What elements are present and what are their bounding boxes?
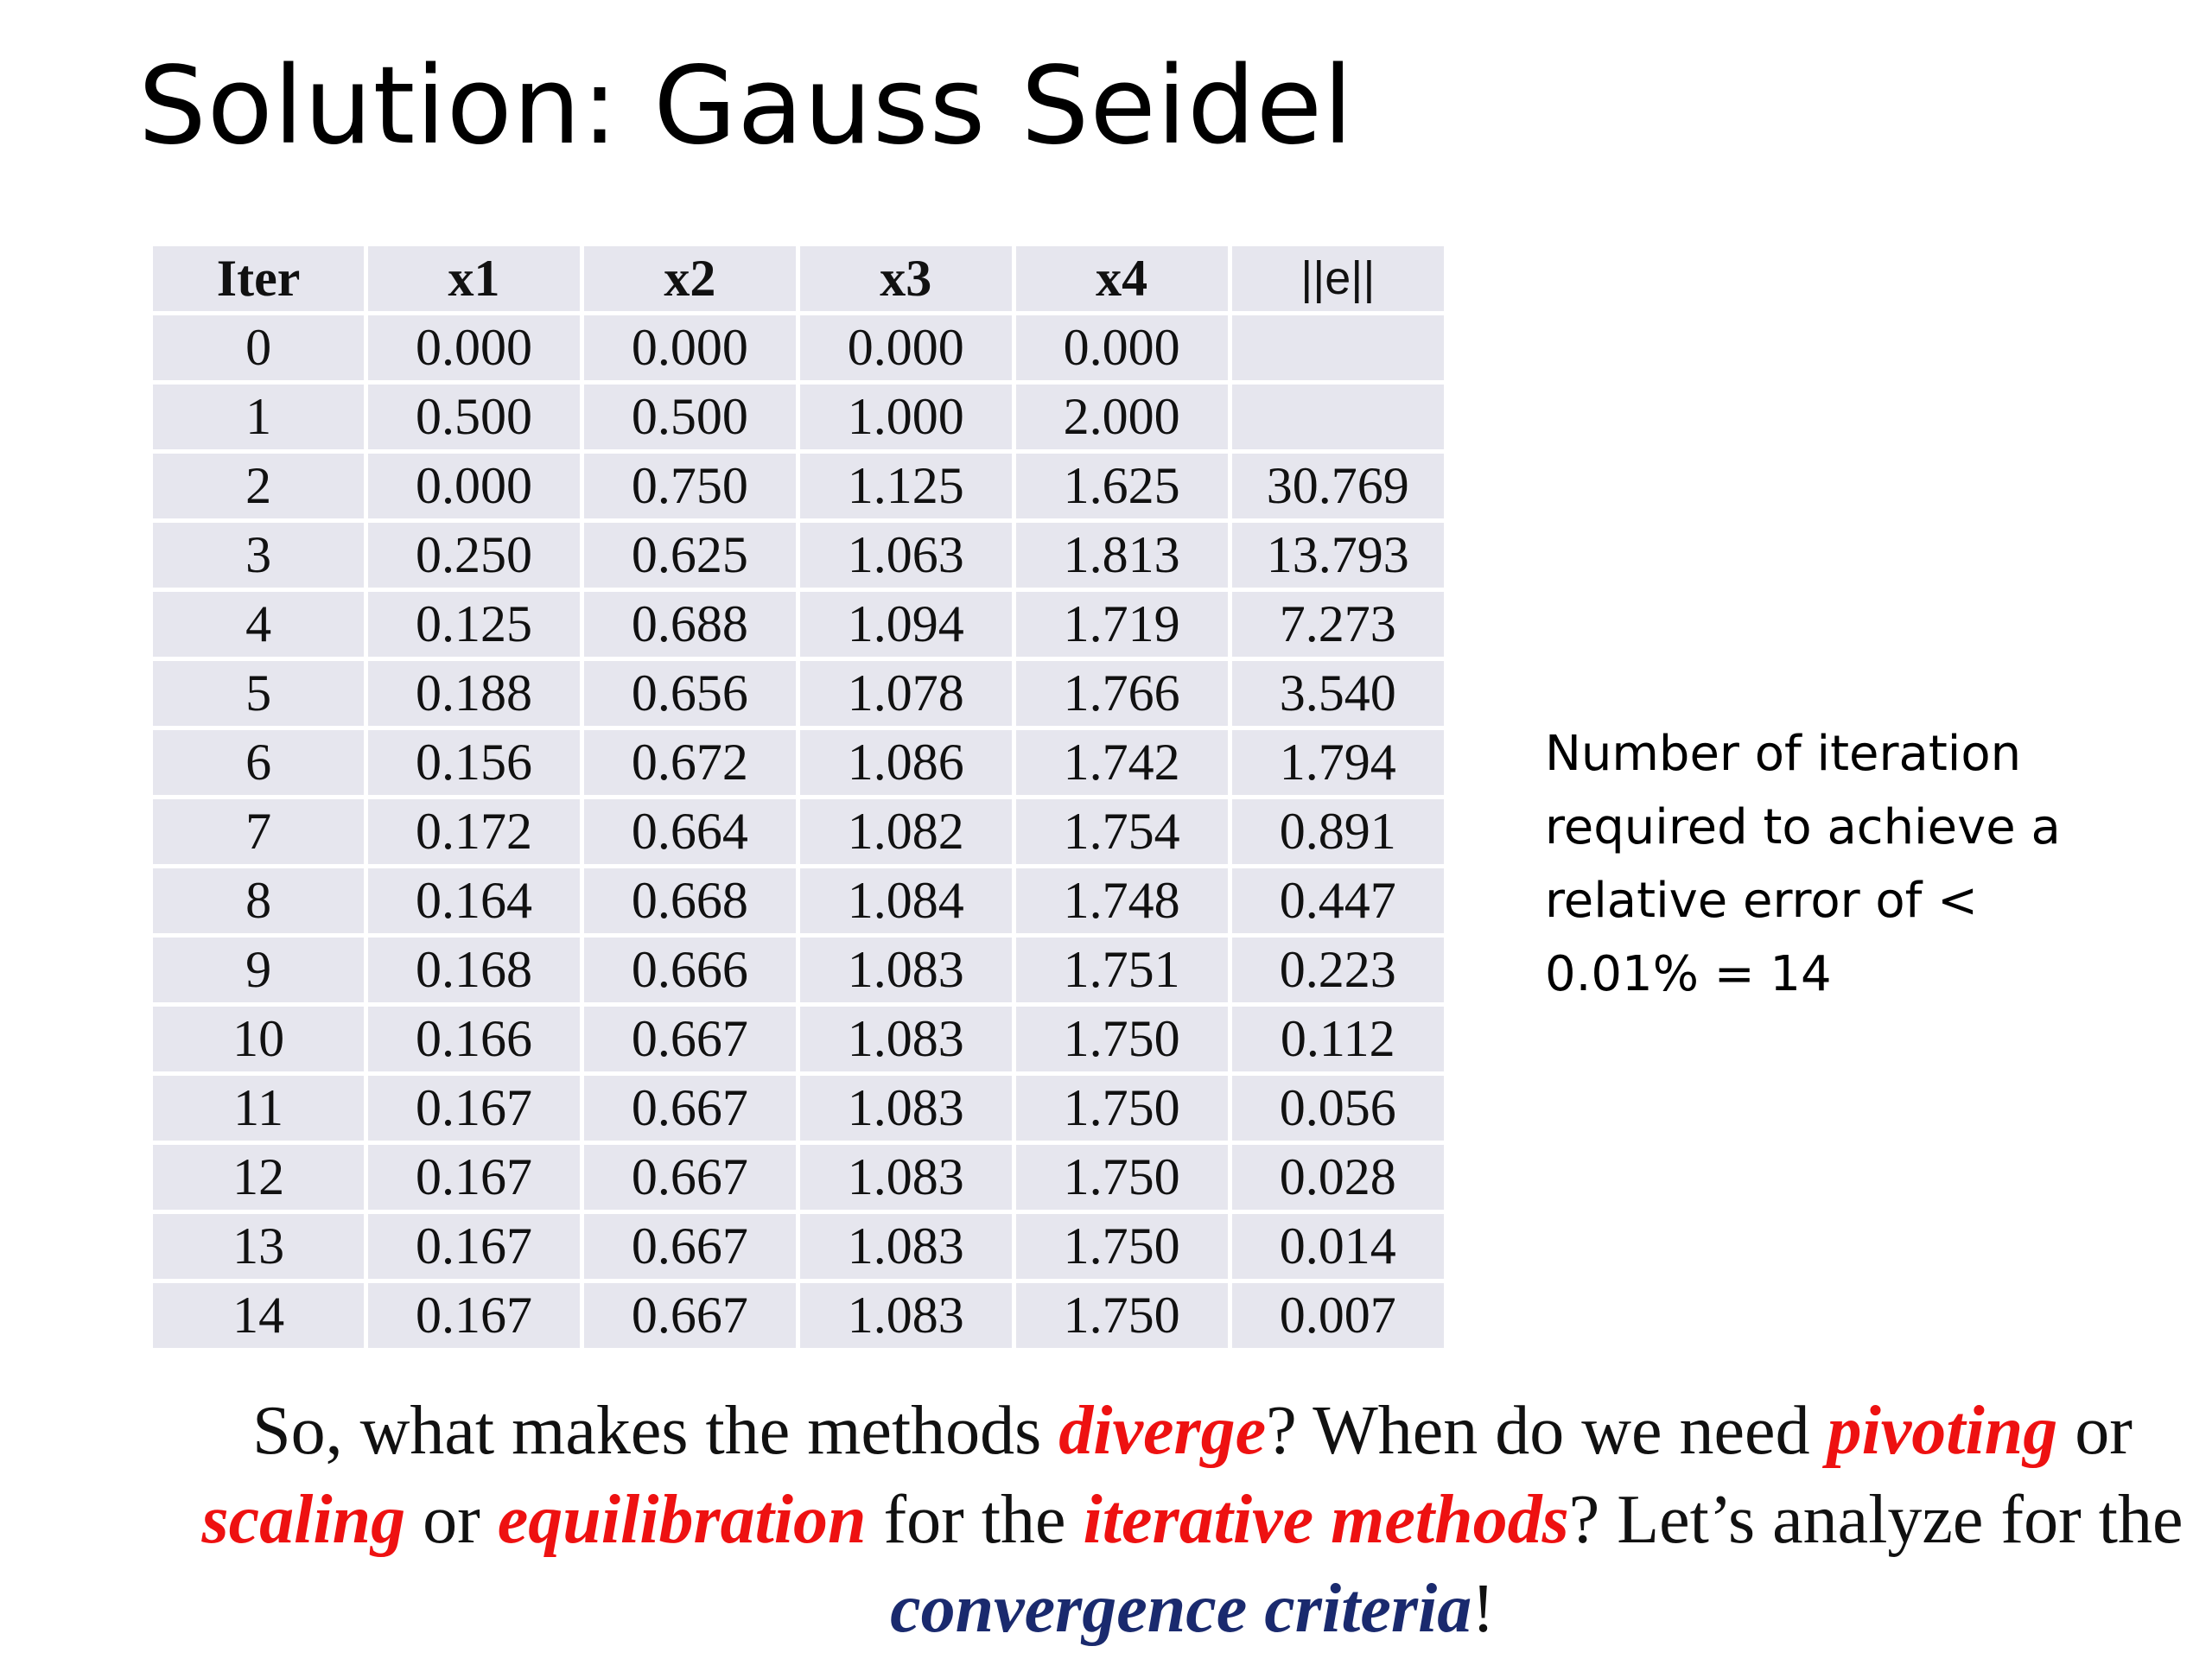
text-segment: or (405, 1482, 498, 1558)
table-row (153, 1007, 1444, 1071)
cell-x3: 1.083 (800, 1283, 1012, 1348)
cell-x3: 1.125 (800, 454, 1012, 518)
table-row (153, 730, 1444, 795)
table-row (153, 661, 1444, 726)
cell-x1: 0.166 (368, 1007, 580, 1071)
header-error-norm: ||e|| (1232, 246, 1444, 311)
cell-x3: 0.000 (800, 315, 1012, 380)
cell-x1: 0.125 (368, 592, 580, 657)
cell-iter: 9 (153, 938, 364, 1002)
cell-x3: 1.000 (800, 385, 1012, 449)
cell-x1: 0.188 (368, 661, 580, 726)
cell-x4: 1.750 (1016, 1007, 1228, 1071)
cell-x4: 1.766 (1016, 661, 1228, 726)
closing-question (199, 1387, 2186, 1654)
cell-iter: 14 (153, 1283, 364, 1348)
emphasis-term: iterative methods (1083, 1482, 1569, 1558)
cell-error-norm: 0.056 (1232, 1076, 1444, 1141)
cell-x1: 0.156 (368, 730, 580, 795)
cell-x1: 0.167 (368, 1214, 580, 1279)
cell-x3: 1.094 (800, 592, 1012, 657)
header-x4: x4 (1016, 246, 1228, 311)
cell-error-norm: 0.223 (1232, 938, 1444, 1002)
emphasis-term: equilibration (497, 1482, 867, 1558)
cell-error-norm: 0.007 (1232, 1283, 1444, 1348)
cell-x1: 0.167 (368, 1145, 580, 1210)
cell-x4: 1.750 (1016, 1214, 1228, 1279)
cell-error-norm (1232, 385, 1444, 449)
cell-iter: 12 (153, 1145, 364, 1210)
cell-error-norm: 0.014 (1232, 1214, 1444, 1279)
cell-error-norm: 0.028 (1232, 1145, 1444, 1210)
cell-x4: 1.719 (1016, 592, 1228, 657)
cell-iter: 5 (153, 661, 364, 726)
cell-x3: 1.083 (800, 1145, 1012, 1210)
cell-x3: 1.083 (800, 1007, 1012, 1071)
iteration-table (149, 242, 1448, 1352)
cell-x1: 0.167 (368, 1283, 580, 1348)
cell-x1: 0.000 (368, 315, 580, 380)
cell-iter: 1 (153, 385, 364, 449)
cell-x2: 0.688 (584, 592, 796, 657)
cell-x2: 0.668 (584, 868, 796, 933)
cell-x2: 0.750 (584, 454, 796, 518)
cell-x1: 0.168 (368, 938, 580, 1002)
cell-x4: 1.750 (1016, 1076, 1228, 1141)
cell-x4: 1.742 (1016, 730, 1228, 795)
text-segment: ? Let’s analyze for the (1568, 1482, 2183, 1558)
cell-x3: 1.078 (800, 661, 1012, 726)
cell-x4: 1.813 (1016, 523, 1228, 588)
table-row (153, 523, 1444, 588)
header-x2: x2 (584, 246, 796, 311)
cell-iter: 10 (153, 1007, 364, 1071)
header-iter: Iter (153, 246, 364, 311)
cell-error-norm: 7.273 (1232, 592, 1444, 657)
slide-title: Solution: Gauss Seidel (138, 44, 1354, 168)
table-row (153, 799, 1444, 864)
cell-x1: 0.167 (368, 1076, 580, 1141)
table-body (153, 315, 1444, 1348)
cell-x1: 0.250 (368, 523, 580, 588)
cell-error-norm: 30.769 (1232, 454, 1444, 518)
text-segment: for the (866, 1482, 1084, 1558)
cell-x2: 0.667 (584, 1214, 796, 1279)
cell-x4: 1.625 (1016, 454, 1228, 518)
iteration-note: Number of iteration required to achieve a relative error of < 0.01% = 14 (1545, 726, 2061, 1002)
cell-error-norm: 3.540 (1232, 661, 1444, 726)
cell-x4: 1.750 (1016, 1283, 1228, 1348)
table-row (153, 592, 1444, 657)
cell-x2: 0.667 (584, 1076, 796, 1141)
cell-iter: 7 (153, 799, 364, 864)
table-row (153, 868, 1444, 933)
cell-error-norm: 0.891 (1232, 799, 1444, 864)
cell-x4: 0.000 (1016, 315, 1228, 380)
cell-x2: 0.664 (584, 799, 796, 864)
table-row (153, 1076, 1444, 1141)
emphasis-term: diverge (1058, 1393, 1267, 1469)
text-segment: ? When do we need (1266, 1393, 1827, 1469)
table-row (153, 454, 1444, 518)
cell-x3: 1.083 (800, 938, 1012, 1002)
cell-x2: 0.500 (584, 385, 796, 449)
cell-x3: 1.083 (800, 1076, 1012, 1141)
text-segment: or (2057, 1393, 2133, 1469)
cell-x1: 0.172 (368, 799, 580, 864)
cell-x3: 1.083 (800, 1214, 1012, 1279)
cell-iter: 3 (153, 523, 364, 588)
cell-error-norm: 0.447 (1232, 868, 1444, 933)
cell-iter: 8 (153, 868, 364, 933)
cell-x2: 0.667 (584, 1007, 796, 1071)
cell-x4: 2.000 (1016, 385, 1228, 449)
cell-x4: 1.750 (1016, 1145, 1228, 1210)
table-row (153, 1283, 1444, 1348)
cell-x1: 0.164 (368, 868, 580, 933)
cell-x2: 0.656 (584, 661, 796, 726)
cell-error-norm: 1.794 (1232, 730, 1444, 795)
cell-x1: 0.000 (368, 454, 580, 518)
header-x1: x1 (368, 246, 580, 311)
table-row (153, 938, 1444, 1002)
cell-x3: 1.084 (800, 868, 1012, 933)
table-header-row (153, 246, 1444, 311)
cell-x4: 1.748 (1016, 868, 1228, 933)
cell-x3: 1.082 (800, 799, 1012, 864)
header-x3: x3 (800, 246, 1012, 311)
cell-x4: 1.751 (1016, 938, 1228, 1002)
cell-error-norm: 13.793 (1232, 523, 1444, 588)
cell-iter: 11 (153, 1076, 364, 1141)
emphasis-term: scaling (201, 1482, 406, 1558)
cell-x3: 1.063 (800, 523, 1012, 588)
cell-error-norm (1232, 315, 1444, 380)
cell-x2: 0.667 (584, 1283, 796, 1348)
cell-x2: 0.666 (584, 938, 796, 1002)
cell-x1: 0.500 (368, 385, 580, 449)
emphasis-term: pivoting (1827, 1393, 2058, 1469)
text-segment: ! (1471, 1571, 1495, 1647)
cell-error-norm: 0.112 (1232, 1007, 1444, 1071)
cell-x2: 0.672 (584, 730, 796, 795)
emphasis-term: convergence criteria (890, 1571, 1472, 1647)
cell-x2: 0.625 (584, 523, 796, 588)
cell-iter: 6 (153, 730, 364, 795)
cell-iter: 4 (153, 592, 364, 657)
cell-x2: 0.000 (584, 315, 796, 380)
cell-iter: 2 (153, 454, 364, 518)
table-row (153, 385, 1444, 449)
table-row (153, 1145, 1444, 1210)
cell-iter: 13 (153, 1214, 364, 1279)
table-row (153, 1214, 1444, 1279)
text-segment: So, what makes the methods (252, 1393, 1059, 1469)
cell-iter: 0 (153, 315, 364, 380)
table-row (153, 315, 1444, 380)
cell-x3: 1.086 (800, 730, 1012, 795)
cell-x2: 0.667 (584, 1145, 796, 1210)
cell-x4: 1.754 (1016, 799, 1228, 864)
